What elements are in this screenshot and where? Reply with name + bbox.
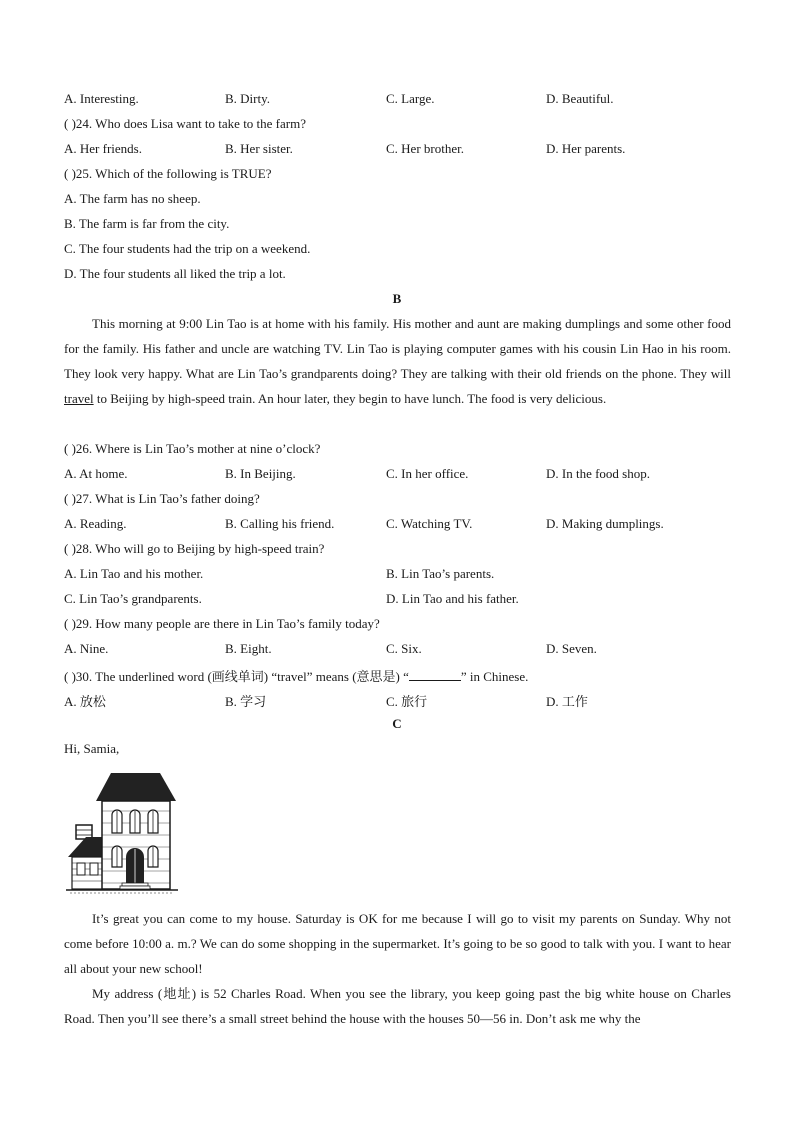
q28-option-c: C. Lin Tao’s grandparents. xyxy=(64,591,202,606)
q26-option-c: C. In her office. xyxy=(386,466,469,481)
q23-option-d: D. Beautiful. xyxy=(546,91,614,106)
q30-stem-after: ” in Chinese. xyxy=(460,669,529,684)
q25-option-b: B. The farm is far from the city. xyxy=(64,216,230,231)
q27-option-b: B. Calling his friend. xyxy=(225,516,335,531)
q29-stem: ( )29. How many people are there in Lin Tao’s family today? xyxy=(64,616,380,631)
q29-option-c: C. Six. xyxy=(386,641,422,656)
q26-option-d: D. In the food shop. xyxy=(546,466,650,481)
q23-option-b: B. Dirty. xyxy=(225,91,271,106)
q29-option-b: B. Eight. xyxy=(225,641,272,656)
q25-option-a: A. The farm has no sheep. xyxy=(64,191,201,206)
section-b-passage xyxy=(64,311,731,411)
q27-stem: ( )27. What is Lin Tao’s father doing? xyxy=(64,491,260,506)
underlined-word: travel xyxy=(64,391,94,406)
house-illustration xyxy=(66,771,178,897)
q25-option-d: D. The four students all liked the trip a lot. xyxy=(64,266,286,281)
q27-option-c: C. Watching TV. xyxy=(386,516,473,531)
q26-option-b: B. In Beijing. xyxy=(225,466,296,481)
letter-greeting: Hi, Samia, xyxy=(64,741,120,756)
q30-stem-before: ( )30. The underlined word (画线单词) “travel” means (意思是) “ xyxy=(64,669,409,684)
q26-stem: ( )26. Where is Lin Tao’s mother at nine o’clock? xyxy=(64,441,321,456)
q30-option-d: D. 工作 xyxy=(546,694,588,709)
q27-option-a: A. Reading. xyxy=(64,516,127,531)
q23-option-a: A. Interesting. xyxy=(64,91,139,106)
q23-option-c: C. Large. xyxy=(386,91,435,106)
q24-option-d: D. Her parents. xyxy=(546,141,626,156)
q28-option-d: D. Lin Tao and his father. xyxy=(386,591,519,606)
q27-option-d: D. Making dumplings. xyxy=(546,516,664,531)
section-b-title: B xyxy=(392,291,402,306)
q28-option-b: B. Lin Tao’s parents. xyxy=(386,566,495,581)
q30-option-a: A. 放松 xyxy=(64,694,106,709)
answer-blank xyxy=(409,669,461,681)
q28-stem: ( )28. Who will go to Beijing by high-speed train? xyxy=(64,541,325,556)
q24-option-a: A. Her friends. xyxy=(64,141,142,156)
letter-paragraph-1: It’s great you can come to my house. Saturday is OK for me because I will go to visit my parents on Sunday. Why not come before 10:00 a. m.? We can do some shopping in the supermarket. It’s going to be so good to talk with you. I want to hear all about your new school! xyxy=(64,911,731,976)
section-c-title: C xyxy=(392,716,402,731)
q29-option-d: D. Seven. xyxy=(546,641,597,656)
q24-stem: ( )24. Who does Lisa want to take to the farm? xyxy=(64,116,306,131)
q25-stem: ( )25. Which of the following is TRUE? xyxy=(64,166,272,181)
q25-option-c: C. The four students had the trip on a weekend. xyxy=(64,241,311,256)
q29-option-a: A. Nine. xyxy=(64,641,109,656)
q24-option-c: C. Her brother. xyxy=(386,141,464,156)
q30-stem xyxy=(64,666,528,685)
q30-option-c: C. 旅行 xyxy=(386,694,428,709)
passage-text-2: to Beijing by high-speed train. An hour later, they begin to have lunch. The food is very delicious. xyxy=(93,391,607,406)
q24-option-b: B. Her sister. xyxy=(225,141,293,156)
q26-option-a: A. At home. xyxy=(64,466,128,481)
letter-paragraph-2: My address (地址) is 52 Charles Road. When you see the library, you keep going past the big white house on Charles Road. Then you’ll see there’s a small street behind the house with the houses 50—56 in. Don’t ask me why the xyxy=(64,986,731,1026)
q28-option-a: A. Lin Tao and his mother. xyxy=(64,566,204,581)
q30-option-b: B. 学习 xyxy=(225,694,267,709)
passage-text-1: This morning at 9:00 Lin Tao is at home with his family. His mother and aunt are making dumplings and some other food for the family. His father and uncle are watching TV. Lin Tao is playing computer games with his cousin Lin Hao in his room. They look very happy. What are Lin Tao’s grandparents doing? They are talking with their old friends on the phone. They will xyxy=(64,316,731,381)
